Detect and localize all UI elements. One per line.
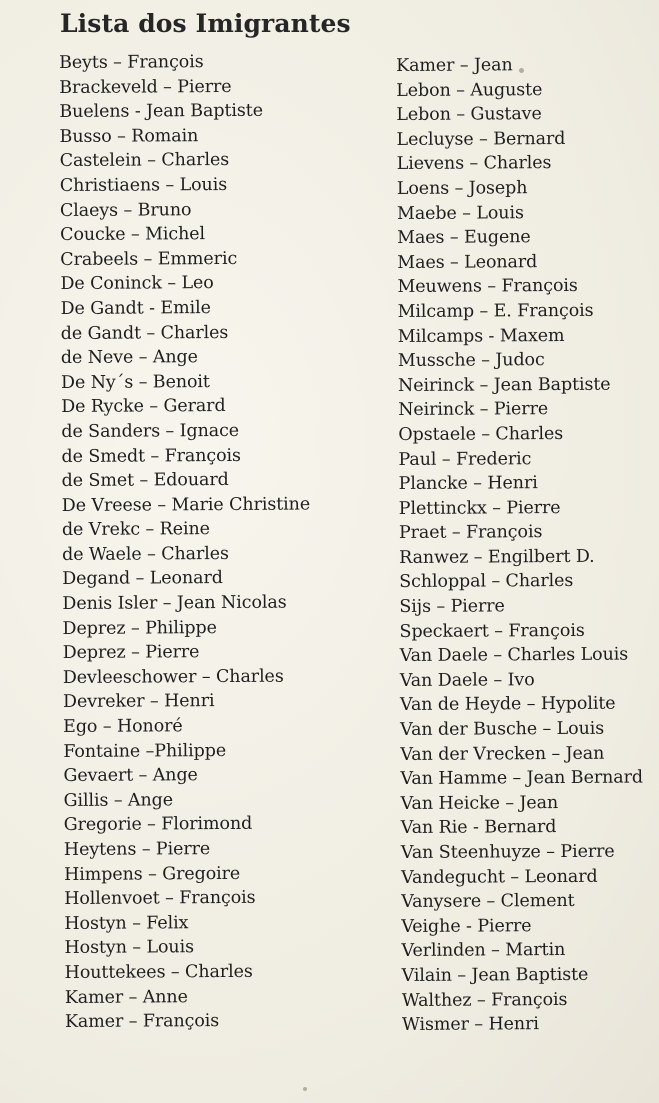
list-item: Castelein – Charles xyxy=(59,150,230,172)
list-item: Maebe – Louis xyxy=(396,202,524,224)
list-item: Van der Vrecken – Jean xyxy=(400,743,605,765)
list-item: Kamer – Anne xyxy=(64,986,188,1008)
list-item: Lebon – Gustave xyxy=(396,104,542,126)
list-item: De Ny´s – Benoit xyxy=(60,371,210,393)
list-item: Opstaele – Charles xyxy=(398,423,564,445)
list-item: De Coninck – Leo xyxy=(60,273,214,295)
list-item: Milcamps - Maxem xyxy=(397,325,565,347)
list-item: Veighe - Pierre xyxy=(401,915,532,937)
list-item: Maes – Leonard xyxy=(397,251,538,273)
list-item: Schloppal – Charles xyxy=(399,571,574,593)
list-item: Kamer – Jean xyxy=(396,55,513,76)
list-item: Busso – Romain xyxy=(59,125,199,147)
list-item: Devreker – Henri xyxy=(62,691,215,713)
list-item: Van Daele – Ivo xyxy=(399,670,535,691)
list-item: Van Hamme – Jean Bernard xyxy=(400,767,644,790)
list-item: Walthez – François xyxy=(401,989,568,1011)
list-item: de Vrekc – Reine xyxy=(61,519,210,541)
list-item: Gevaert – Ange xyxy=(63,765,198,787)
list-item: Crabeels – Emmeric xyxy=(60,248,238,270)
list-item: Van Rie - Bernard xyxy=(400,817,557,839)
list-item: Meuwens – François xyxy=(397,276,578,298)
list-item: Devleeschower – Charles xyxy=(62,666,284,688)
list-item: Gillis – Ange xyxy=(63,790,174,811)
list-item: Van Heicke – Jean xyxy=(400,792,559,814)
list-item: Vilain – Jean Baptiste xyxy=(401,964,589,986)
list-item: Milcamp – E. François xyxy=(397,300,594,322)
list-item: Plettinckx – Pierre xyxy=(398,497,561,519)
list-item: Paul – Frederic xyxy=(398,448,532,470)
list-item: Brackeveld – Pierre xyxy=(59,76,232,98)
list-item: Vandegucht – Leonard xyxy=(400,866,598,888)
list-item: Speckaert – François xyxy=(399,620,585,642)
list-item: Deprez – Philippe xyxy=(62,617,217,639)
list-item: Sijs – Pierre xyxy=(399,596,505,618)
list-item: De Gandt - Emile xyxy=(60,298,211,319)
list-item: Christiaens – Louis xyxy=(59,174,228,196)
list-item: Hostyn – Felix xyxy=(64,913,189,934)
list-item: Lievens – Charles xyxy=(396,153,552,175)
list-item: de Sanders – Ignace xyxy=(61,420,240,442)
list-item: Maes – Eugene xyxy=(397,227,531,249)
list-item: Lebon – Auguste xyxy=(396,79,543,101)
list-item: Buelens - Jean Baptiste xyxy=(59,100,264,123)
list-item: De Vreese – Marie Christine xyxy=(61,494,311,516)
name-list-left xyxy=(59,49,313,1034)
list-item: De Rycke – Gerard xyxy=(61,396,226,418)
paper-speck xyxy=(519,68,524,73)
list-item: de Smedt – François xyxy=(61,445,241,467)
list-item: de Neve – Ange xyxy=(60,347,198,369)
list-item: Wismer – Henri xyxy=(401,1014,539,1036)
list-item: Gregorie – Florimond xyxy=(63,814,253,836)
list-item: Hostyn – Louis xyxy=(64,937,194,959)
list-item: Van de Heyde – Hypolite xyxy=(399,694,616,716)
list-item: Ranwez – Engilbert D. xyxy=(399,546,595,568)
list-item: Beyts – François xyxy=(59,52,204,73)
list-item: Coucke – Michel xyxy=(60,224,206,246)
list-item: Ego – Honoré xyxy=(63,716,183,738)
list-item: Fontaine –Philippe xyxy=(63,740,227,762)
list-item: Lecluyse – Bernard xyxy=(396,128,566,150)
list-item: Houttekees – Charles xyxy=(64,961,253,983)
name-list-right xyxy=(396,53,645,1038)
list-item: Heytens – Pierre xyxy=(63,839,211,860)
list-item: Loens – Joseph xyxy=(396,178,528,199)
paper-speck xyxy=(303,1087,307,1091)
list-item: Van Daele – Charles Louis xyxy=(399,644,629,667)
list-item: Deprez – Pierre xyxy=(62,642,200,664)
list-item: Neirinck – Pierre xyxy=(398,399,549,421)
list-item: Claeys – Bruno xyxy=(59,199,192,221)
list-item: Himpens – Gregoire xyxy=(63,863,241,885)
list-item: Van der Busche – Louis xyxy=(400,718,605,741)
list-item: Hollenvoet – François xyxy=(64,888,256,910)
list-item: Vanysere – Clement xyxy=(401,891,575,913)
list-item: Denis Isler – Jean Nicolas xyxy=(62,592,287,615)
list-item: de Waele – Charles xyxy=(62,543,229,565)
list-item: Neirinck – Jean Baptiste xyxy=(397,374,611,396)
list-item: Kamer – François xyxy=(64,1011,220,1033)
list-item: de Gandt – Charles xyxy=(60,322,229,344)
list-item: Mussche – Judoc xyxy=(397,350,545,372)
list-item: Degand – Leonard xyxy=(62,568,223,590)
page-title: Lista dos Imigrantes xyxy=(60,9,351,38)
list-item: Plancke – Henri xyxy=(398,473,538,495)
list-item: Praet – François xyxy=(398,522,543,544)
list-item: de Smet – Edouard xyxy=(61,470,229,492)
list-item: Verlinden – Martin xyxy=(401,940,566,962)
list-item: Van Steenhuyze – Pierre xyxy=(400,841,615,863)
